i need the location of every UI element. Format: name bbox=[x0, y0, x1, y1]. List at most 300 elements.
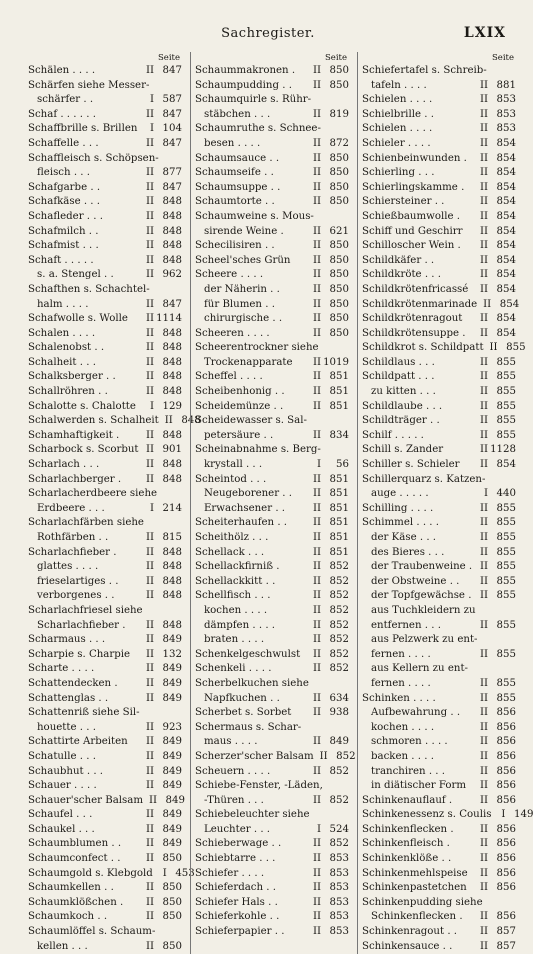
entry-page: 877 bbox=[162, 167, 182, 179]
entry-term: Scheel'sches Grün bbox=[195, 254, 291, 266]
index-entry bbox=[195, 341, 349, 356]
entry-term: Schildkrötensuppe . bbox=[362, 327, 466, 339]
entry-volume: II bbox=[312, 911, 321, 923]
entry-page: 850 bbox=[329, 65, 349, 76]
entry-volume: II bbox=[312, 882, 321, 894]
entry-page: 855 bbox=[496, 400, 516, 412]
entry-page: 849 bbox=[162, 780, 182, 792]
index-entry bbox=[362, 692, 516, 707]
entry-term: Schellackfirniß . bbox=[195, 561, 280, 573]
entry-term: Schaumklößchen . bbox=[28, 896, 124, 908]
entry-page bbox=[497, 896, 525, 911]
entry-page: 852 bbox=[329, 648, 349, 660]
entry-term: Schenkeli . . . . bbox=[195, 663, 272, 675]
index-entry bbox=[362, 473, 516, 488]
entry-page: 854 bbox=[496, 313, 516, 325]
entry-term: petersäure . . bbox=[204, 429, 274, 441]
entry-term: Scheffel . . . . bbox=[195, 371, 263, 383]
entry-term: fernen . . . . bbox=[371, 677, 431, 689]
entry-volume: II bbox=[479, 546, 488, 558]
entry-volume bbox=[159, 152, 173, 167]
index-entry bbox=[28, 429, 182, 444]
entry-volume: II bbox=[312, 765, 321, 777]
entry-page: 587 bbox=[162, 94, 182, 106]
entry-page: 815 bbox=[162, 532, 182, 543]
index-entry bbox=[195, 152, 349, 167]
index-entry bbox=[195, 181, 349, 196]
entry-page: 901 bbox=[162, 444, 182, 456]
entry-term: verborgenes . . bbox=[37, 590, 115, 602]
index-entry bbox=[195, 122, 349, 137]
entry-volume: II bbox=[479, 853, 488, 865]
index-entry bbox=[195, 195, 349, 210]
entry-volume: II bbox=[479, 356, 488, 368]
entry-volume: II bbox=[479, 707, 488, 719]
entry-page: 129 bbox=[162, 400, 182, 412]
entry-term: Schinkensauce . . bbox=[362, 940, 453, 952]
entry-page: 850 bbox=[329, 327, 349, 339]
index-entry bbox=[362, 312, 516, 327]
index-entry bbox=[28, 356, 182, 371]
entry-term: maus . . . . bbox=[204, 736, 258, 748]
index-entry bbox=[362, 370, 516, 385]
entry-page bbox=[157, 604, 185, 619]
entry-page: 850 bbox=[329, 196, 349, 208]
entry-volume: II bbox=[145, 444, 154, 456]
index-entry bbox=[362, 516, 516, 531]
entry-page: 852 bbox=[329, 794, 349, 806]
index-entry bbox=[362, 502, 516, 517]
entry-volume: II bbox=[312, 794, 321, 806]
entry-volume: II bbox=[145, 240, 154, 252]
entry-term: Scheithölz . . . bbox=[195, 532, 269, 543]
entry-volume: II bbox=[145, 853, 154, 865]
entry-term: Scharlachfriesel siehe bbox=[28, 604, 143, 616]
entry-volume: II bbox=[479, 386, 488, 398]
index-entry bbox=[362, 458, 516, 473]
entry-volume: II bbox=[479, 911, 488, 923]
entry-volume: II bbox=[312, 532, 321, 543]
entry-page: 849 bbox=[162, 809, 182, 821]
entry-term: Schiefertafel s. Schreib- bbox=[362, 65, 487, 76]
index-entry bbox=[28, 327, 182, 342]
entry-volume: II bbox=[145, 459, 154, 471]
entry-term: Schienbeinwunden . bbox=[362, 152, 467, 164]
entry-term: Schaffbrille s. Brillen bbox=[28, 123, 138, 135]
entry-term: Schaukel . . . bbox=[28, 823, 95, 835]
entry-term: Scherzer'scher Balsam bbox=[195, 750, 314, 762]
entry-term: Schiefer Hals . . bbox=[195, 896, 278, 908]
entry-term: Schaumlöffel s. Schaum- bbox=[28, 926, 156, 938]
index-entry bbox=[362, 93, 516, 108]
entry-term: Schaummakronen . bbox=[195, 65, 296, 76]
entry-volume: I bbox=[149, 94, 154, 106]
entry-volume: II bbox=[145, 911, 154, 923]
entry-term: Leuchter . . . bbox=[204, 823, 271, 835]
entry-volume: II bbox=[489, 342, 498, 354]
index-entry bbox=[28, 225, 182, 240]
entry-volume bbox=[309, 677, 323, 692]
entry-term: Scheinabnahme s. Berg- bbox=[195, 444, 321, 456]
entry-term: Schafleder . . . bbox=[28, 210, 103, 222]
entry-volume: II bbox=[312, 546, 321, 558]
entry-term: Schaffelle . . . bbox=[28, 137, 99, 149]
entry-page: 849 bbox=[162, 736, 182, 748]
index-entry bbox=[28, 137, 182, 152]
index-entry bbox=[362, 239, 516, 254]
entry-term: Schierling . . . bbox=[362, 167, 435, 179]
index-entry bbox=[362, 429, 516, 444]
index-entry bbox=[195, 370, 349, 385]
entry-volume: II bbox=[312, 196, 321, 208]
entry-page: 854 bbox=[496, 240, 516, 252]
entry-term: des Bieres . . . bbox=[371, 546, 445, 558]
index-entry bbox=[362, 225, 516, 240]
entry-term: Schaumpudding . . bbox=[195, 79, 292, 91]
index-entry bbox=[362, 546, 516, 561]
entry-volume: II bbox=[145, 561, 154, 573]
entry-term: Schauer'scher Balsam bbox=[28, 794, 143, 806]
entry-page: 855 bbox=[496, 502, 516, 514]
entry-page: 132 bbox=[162, 648, 182, 660]
entry-term: aus Tuchkleidern zu bbox=[371, 604, 476, 616]
index-entry bbox=[28, 370, 182, 385]
entry-page: 923 bbox=[162, 721, 182, 733]
entry-page: 853 bbox=[329, 896, 349, 908]
entry-term: Schiersteiner . . bbox=[362, 196, 445, 208]
index-entry bbox=[195, 225, 349, 240]
entry-page: 855 bbox=[496, 356, 516, 368]
entry-page: 852 bbox=[329, 604, 349, 616]
entry-volume: II bbox=[145, 371, 154, 383]
entry-volume: II bbox=[145, 356, 154, 368]
index-entry bbox=[195, 575, 349, 590]
entry-term: s. a. Stengel . . bbox=[37, 269, 114, 281]
entry-volume: II bbox=[479, 692, 488, 704]
entry-volume: II bbox=[145, 327, 154, 339]
index-entry bbox=[195, 356, 349, 371]
entry-volume: II bbox=[479, 137, 488, 149]
entry-volume: II bbox=[312, 240, 321, 252]
entry-term: backen . . . . bbox=[371, 750, 434, 762]
entry-term: kochen . . . . bbox=[204, 604, 268, 616]
entry-term: Schildkrot s. Schildpatt bbox=[362, 342, 484, 354]
entry-term: in diätischer Form bbox=[371, 780, 467, 792]
entry-term: der Traubenweine . bbox=[371, 561, 473, 573]
entry-volume: II bbox=[312, 327, 321, 339]
entry-volume: II bbox=[164, 415, 173, 427]
index-entry bbox=[195, 925, 349, 940]
index-entry bbox=[195, 254, 349, 269]
entry-term: Schaumsauce . . bbox=[195, 152, 280, 164]
entry-page: 855 bbox=[496, 575, 516, 587]
entry-page: 852 bbox=[329, 590, 349, 602]
entry-page: 849 bbox=[162, 838, 182, 850]
entry-page: 847 bbox=[162, 137, 182, 149]
index-column-3 bbox=[357, 52, 533, 954]
index-entry bbox=[195, 779, 349, 794]
index-entry bbox=[28, 531, 182, 546]
entry-page: 850 bbox=[162, 882, 182, 894]
index-entry bbox=[195, 823, 349, 838]
entry-page: 851 bbox=[329, 532, 349, 543]
entry-term: Erwachsener . . bbox=[204, 502, 286, 514]
entry-page: 850 bbox=[329, 79, 349, 91]
entry-volume: II bbox=[145, 137, 154, 149]
entry-volume: II bbox=[312, 590, 321, 602]
entry-volume: II bbox=[145, 546, 154, 558]
index-entry bbox=[28, 633, 182, 648]
index-entry bbox=[362, 677, 516, 692]
entry-page: 856 bbox=[496, 765, 516, 777]
entry-term: Schielen . . . . bbox=[362, 123, 433, 135]
index-entry bbox=[362, 648, 516, 663]
index-entry bbox=[362, 268, 516, 283]
index-entry bbox=[195, 619, 349, 634]
entry-volume: II bbox=[479, 940, 488, 952]
index-entry bbox=[28, 385, 182, 400]
entry-term: Schielen . . . . bbox=[362, 94, 433, 106]
entry-volume: II bbox=[479, 459, 488, 471]
entry-term: Schildträger . . bbox=[362, 415, 440, 427]
entry-page bbox=[163, 79, 191, 94]
entry-volume: II bbox=[145, 342, 154, 354]
entry-volume bbox=[321, 122, 335, 137]
entry-term: Schaft . . . . . bbox=[28, 254, 94, 266]
entry-term: Schafmilch . . bbox=[28, 225, 99, 237]
index-entry bbox=[362, 765, 516, 780]
entry-term: stäbchen . . . bbox=[204, 108, 271, 120]
entry-page: 851 bbox=[329, 546, 349, 558]
entry-term: Schildkäfer . . bbox=[362, 254, 435, 266]
entry-term: frieselartiges . . bbox=[37, 575, 119, 587]
index-entry bbox=[28, 166, 182, 181]
entry-volume: II bbox=[479, 269, 488, 281]
index-entry bbox=[362, 254, 516, 269]
entry-term: Schecilisiren . . bbox=[195, 240, 275, 252]
entry-volume: II bbox=[312, 663, 321, 675]
entry-volume: II bbox=[145, 765, 154, 777]
entry-page: 850 bbox=[162, 853, 182, 865]
index-entry bbox=[362, 356, 516, 371]
entry-term: Schafmist . . . bbox=[28, 240, 99, 252]
index-entry bbox=[195, 64, 349, 79]
entry-page: 848 bbox=[162, 561, 182, 573]
entry-term: Schiller s. Schieler bbox=[362, 459, 460, 471]
entry-page: 149 bbox=[514, 809, 533, 821]
entry-volume: II bbox=[479, 575, 488, 587]
entry-volume: II bbox=[145, 823, 154, 835]
entry-term: glattes . . . . bbox=[37, 561, 99, 573]
entry-term: Schildkrötenmarinade bbox=[362, 298, 478, 310]
entry-page bbox=[490, 604, 518, 619]
entry-volume bbox=[310, 808, 324, 823]
entry-page: 850 bbox=[162, 940, 182, 952]
entry-term: Schildpatt . . . bbox=[362, 371, 435, 383]
seite-label: Seite bbox=[491, 53, 514, 63]
entry-volume: II bbox=[145, 940, 154, 952]
entry-term: Schatulle . . . bbox=[28, 750, 96, 762]
entry-volume: I bbox=[149, 400, 154, 412]
index-column-2 bbox=[190, 52, 356, 954]
entry-page: 851 bbox=[329, 473, 349, 485]
entry-page: 849 bbox=[162, 634, 182, 646]
entry-volume: II bbox=[145, 634, 154, 646]
index-entry bbox=[362, 283, 516, 298]
index-entry bbox=[195, 837, 349, 852]
entry-page: 847 bbox=[162, 298, 182, 310]
entry-page: 848 bbox=[162, 196, 182, 208]
index-entry bbox=[362, 779, 516, 794]
entry-volume: II bbox=[312, 867, 321, 879]
entry-volume: II bbox=[479, 313, 488, 325]
entry-volume: II bbox=[479, 123, 488, 135]
entry-page: 834 bbox=[329, 429, 349, 441]
entry-page: 852 bbox=[336, 750, 356, 762]
entry-term: Schaumtorte . . bbox=[195, 196, 275, 208]
entry-term: Schaffleisch s. Schöpsen- bbox=[28, 152, 159, 164]
entry-page: 849 bbox=[162, 765, 182, 777]
entry-volume: II bbox=[145, 780, 154, 792]
entry-page: 854 bbox=[496, 152, 516, 164]
entry-term: Scharlachfieber . bbox=[37, 619, 126, 631]
entry-term: Schiebeleuchter siehe bbox=[195, 809, 310, 821]
entry-volume: II bbox=[145, 663, 154, 675]
entry-page: 848 bbox=[162, 342, 182, 354]
entry-term: Scheibenhonig . . bbox=[195, 386, 285, 398]
entry-term: Schildlaube . . . bbox=[362, 400, 443, 412]
entry-term: besen . . . . bbox=[204, 137, 261, 149]
index-entry bbox=[195, 400, 349, 415]
index-entry bbox=[28, 852, 182, 867]
entry-page: 634 bbox=[329, 692, 349, 704]
index-entry bbox=[28, 254, 182, 269]
entry-page: 848 bbox=[162, 327, 182, 339]
entry-term: Schilf . . . . . bbox=[362, 429, 424, 441]
entry-term: Schinkenmehlspeise bbox=[362, 867, 468, 879]
entry-volume bbox=[307, 414, 321, 429]
entry-volume: II bbox=[145, 181, 154, 193]
entry-term: schmoren . . . . bbox=[371, 736, 448, 748]
entry-term: Schattenriß siehe Sil- bbox=[28, 707, 140, 719]
entry-volume: II bbox=[479, 823, 488, 835]
entry-page: 850 bbox=[329, 283, 349, 295]
page-header bbox=[28, 26, 508, 46]
index-entry bbox=[362, 867, 516, 882]
index-entry bbox=[28, 750, 182, 765]
index-entry bbox=[195, 910, 349, 925]
entry-page: 852 bbox=[329, 765, 349, 777]
index-entry bbox=[195, 648, 349, 663]
entry-volume: II bbox=[479, 254, 488, 266]
index-entry bbox=[28, 765, 182, 780]
entry-term: Schafwolle s. Wolle bbox=[28, 313, 128, 325]
index-entry bbox=[362, 166, 516, 181]
index-entry bbox=[362, 925, 516, 940]
entry-volume bbox=[149, 79, 163, 94]
entry-term: Schießbaumwolle . bbox=[362, 210, 461, 222]
entry-volume: I bbox=[483, 488, 488, 500]
index-entry bbox=[195, 721, 349, 736]
entry-term: Schamhaftigkeit . bbox=[28, 429, 120, 441]
entry-volume: II bbox=[319, 750, 328, 762]
entry-page: 848 bbox=[162, 619, 182, 631]
entry-volume: II bbox=[312, 692, 321, 704]
entry-page: 857 bbox=[496, 940, 516, 952]
entry-volume: I bbox=[316, 459, 321, 471]
entry-volume bbox=[155, 925, 169, 940]
entry-volume: II bbox=[312, 269, 321, 281]
index-entry bbox=[28, 239, 182, 254]
entry-term: Scheiterhaufen . . bbox=[195, 517, 288, 529]
entry-page: 855 bbox=[496, 415, 516, 427]
entry-term: Schenkelgeschwulst bbox=[195, 648, 301, 660]
entry-term: Scheere . . . . bbox=[195, 269, 264, 281]
index-entry bbox=[195, 531, 349, 546]
index-entry bbox=[28, 298, 182, 313]
entry-volume: II bbox=[479, 590, 488, 602]
index-entry bbox=[362, 443, 516, 458]
entry-term: Schaumkellen . . bbox=[28, 882, 114, 894]
entry-volume: II bbox=[479, 794, 488, 806]
entry-volume: II bbox=[479, 181, 488, 193]
entry-volume: II bbox=[145, 386, 154, 398]
entry-volume: II bbox=[312, 561, 321, 573]
entry-term: Erdbeere . . . bbox=[37, 502, 105, 514]
entry-page bbox=[321, 721, 349, 736]
index-entry bbox=[28, 896, 182, 911]
index-entry bbox=[362, 619, 516, 634]
index-entry bbox=[362, 721, 516, 736]
entry-term: Schieler . . . . bbox=[362, 137, 431, 149]
index-entry bbox=[195, 312, 349, 327]
entry-volume: II bbox=[312, 517, 321, 529]
entry-term: Schafthen s. Schachtel- bbox=[28, 283, 150, 295]
entry-term: Scherbet s. Sorbet bbox=[195, 707, 292, 719]
entry-page: 855 bbox=[496, 517, 516, 529]
entry-page: 848 bbox=[162, 429, 182, 441]
index-entry bbox=[28, 473, 182, 488]
entry-term: Schalksberger . . bbox=[28, 371, 116, 383]
index-entry bbox=[28, 823, 182, 838]
entry-term: Schaufel . . . bbox=[28, 809, 93, 821]
entry-volume: II bbox=[145, 473, 154, 485]
index-entry bbox=[28, 837, 182, 852]
index-entry bbox=[28, 487, 182, 502]
entry-volume: I bbox=[501, 809, 506, 821]
entry-page: 524 bbox=[329, 823, 349, 835]
entry-volume: II bbox=[479, 502, 488, 514]
index-entry bbox=[28, 400, 182, 415]
entry-term: Scharlachberger . bbox=[28, 473, 122, 485]
entry-page: 851 bbox=[329, 502, 349, 514]
entry-term: Schillerquarz s. Katzen- bbox=[362, 473, 486, 485]
entry-term: Schieferpapier . . bbox=[195, 926, 285, 938]
index-entry bbox=[362, 298, 520, 313]
entry-page: 849 bbox=[162, 663, 182, 675]
entry-term: Trockenapparate bbox=[204, 356, 293, 368]
index-entry bbox=[28, 692, 182, 707]
entry-page: 853 bbox=[329, 867, 349, 879]
index-entry bbox=[28, 64, 182, 79]
entry-term: Schiebe-Fenster, -Läden, bbox=[195, 780, 323, 792]
entry-term: Schalheit . . . bbox=[28, 356, 96, 368]
index-entry bbox=[362, 910, 516, 925]
entry-volume: II bbox=[145, 298, 154, 310]
index-entry bbox=[28, 867, 195, 882]
entry-term: Scharlachfieber . bbox=[28, 546, 117, 558]
entry-page: 848 bbox=[162, 575, 182, 587]
